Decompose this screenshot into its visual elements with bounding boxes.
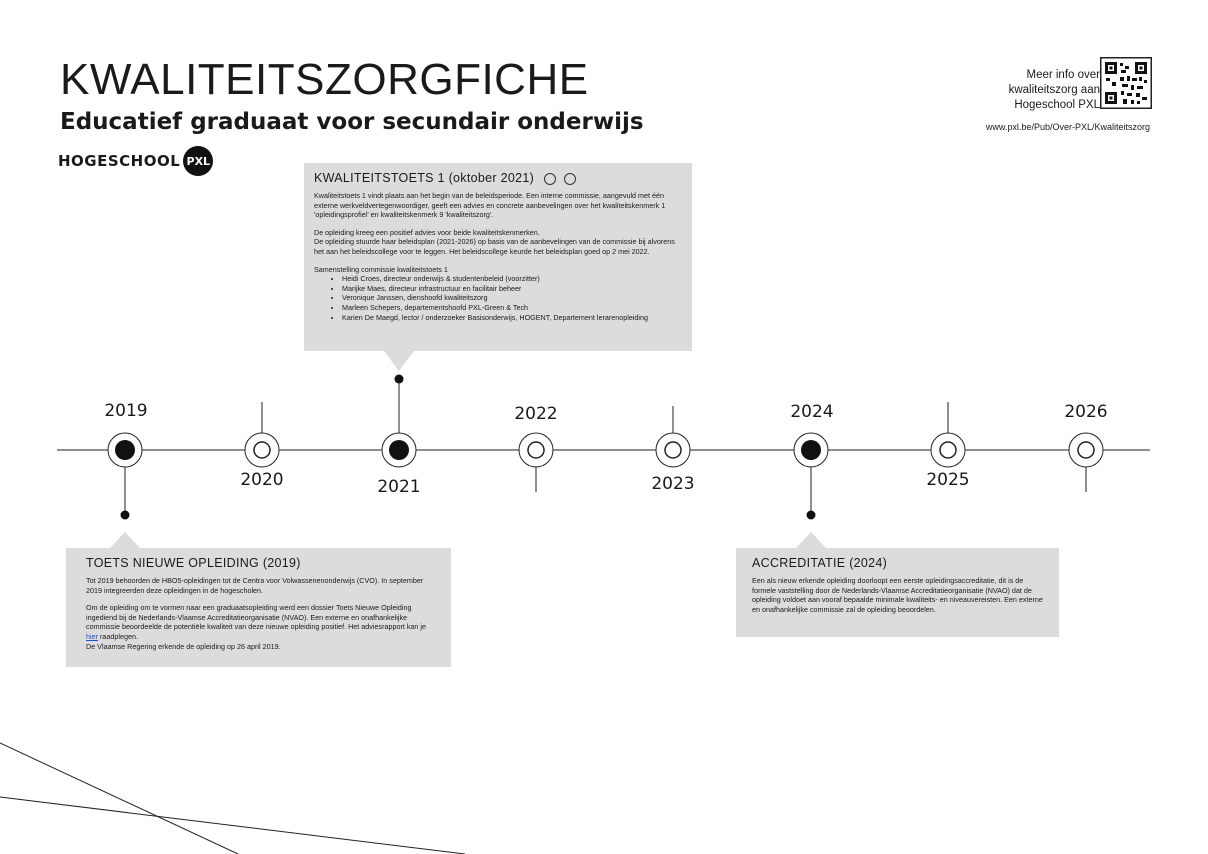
committee-list xyxy=(314,274,682,322)
badge-icon xyxy=(544,173,556,185)
more-info-line-2: kwaliteitszorg aan xyxy=(1008,84,1100,96)
list-item: • Veronique Janssen, dienshoofd kwaliteitszorg xyxy=(342,293,682,303)
milestone-dot-2024 xyxy=(801,440,821,460)
year-label-2026: 2026 xyxy=(1064,402,1108,422)
more-info-text xyxy=(900,68,1100,113)
badge-icon xyxy=(564,173,576,185)
callout-title: ACCREDITATIE (2024) xyxy=(752,556,888,570)
qr-code-icon[interactable] xyxy=(1100,57,1152,109)
milestone-dot-2025 xyxy=(940,442,956,458)
callout-pointer-kt1 xyxy=(384,351,414,371)
list-item: • Heidi Croes, directeur onderwijs & studentenbeleid (voorzitter) xyxy=(342,274,682,284)
callout-pointer-accr xyxy=(796,532,826,548)
decor-line-1 xyxy=(0,743,238,854)
list-item: • Marijke Maes, directeur infrastructuur en facilitair beheer xyxy=(342,284,682,294)
year-label-2020: 2020 xyxy=(240,470,284,490)
milestone-dot-2022 xyxy=(528,442,544,458)
logo-word: HOGESCHOOL xyxy=(58,152,181,170)
milestone-dot-2023 xyxy=(665,442,681,458)
callout-paragraph: De opleiding kreeg een positief advies voor beide kwaliteitskenmerken. xyxy=(314,227,540,237)
milestone-dot-2021 xyxy=(389,440,409,460)
year-label-2025: 2025 xyxy=(926,470,970,490)
adviesrapport-link[interactable]: hier xyxy=(86,631,98,641)
pxl-logo xyxy=(58,146,213,176)
year-label-2022: 2022 xyxy=(514,404,558,424)
callout-toets-nieuwe-opleiding xyxy=(66,548,451,667)
year-label-2019: 2019 xyxy=(104,401,148,421)
milestone-dot-2019 xyxy=(115,440,135,460)
callout-accreditatie xyxy=(736,548,1059,637)
decor-line-2 xyxy=(0,797,465,854)
milestone-dot-2026 xyxy=(1078,442,1094,458)
milestone-dot-2020 xyxy=(254,442,270,458)
callout-paragraph: De Vlaamse Regering erkende de opleiding op 26 april 2019. xyxy=(86,641,281,651)
callout-title: TOETS NIEUWE OPLEIDING (2019) xyxy=(86,556,301,570)
callout-paragraph: Kwaliteitstoets 1 vindt plaats aan het begin van de beleidsperiode. Een interne commissie, aangevuld met één externe werkveldvertegenwoordiger, geeft een advies en concrete aanbevelingen over het kwaliteitskenmerk 1 'opleidingsprofiel' en kwaliteitskenmerk 9 'kwaliteitszorg'. xyxy=(314,191,666,220)
more-info-line-3: Hogeschool PXL xyxy=(1014,99,1100,111)
dot-2021 xyxy=(395,375,404,384)
dot-2019 xyxy=(121,511,130,520)
callout-paragraph: Een als nieuw erkende opleiding doorloopt een eerste opleidingsaccreditatie, dit is de formele vaststelling door de Nederlands-Vlaamse Accreditatieorganisatie (NVAO) dat de opleiding voldoet aan vooraf bepaalde minimale kwaliteits- en niveauvereisten. Een externe en onafhankelijke commissie zal de opleiding beoordelen. xyxy=(752,576,1043,614)
year-label-2024: 2024 xyxy=(790,402,834,422)
callout-paragraph: Tot 2019 behoorden de HBO5-opleidingen tot de Centra voor Volwassenenonderwijs (CVO). In september 2019 integreerden deze opleidingen in de hogescholen. xyxy=(86,576,424,595)
page-title: KWALITEITSZORGFICHE xyxy=(60,55,589,104)
more-info-line-1: Meer info over xyxy=(1026,69,1100,81)
callout-paragraph: Om de opleiding om te vormen naar een graduaatsopleiding werd een dossier Toets Nieuwe Opleiding ingediend bij de Nederlands-Vlaamse Accreditatieorganisatie (NVAO). Een externe en onafhankelijke commissie beoordeelde de potentiële kwaliteit van deze nieuwe opleiding positief. Het adviesrapport kan je hier raadplegen. xyxy=(86,603,427,641)
committee-heading: Samenstelling commissie kwaliteitstoets 1 xyxy=(314,264,448,274)
callout-title: KWALITEITSTOETS 1 (oktober 2021) xyxy=(314,171,682,185)
info-url-link[interactable]: www.pxl.be/Pub/Over-PXL/Kwaliteitszorg xyxy=(985,122,1150,132)
list-item: • Marleen Schepers, departementshoofd PXL-Green & Tech xyxy=(342,303,682,313)
year-label-2023: 2023 xyxy=(651,474,695,494)
callout-paragraph: De opleiding stuurde haar beleidsplan (2021-2026) op basis van de aanbevelingen van de commissie bij alvorens het aan het beleidscollege voor te leggen. Het beleidscollege keurde het beleidsplan goed op 2 mei 2022. xyxy=(314,237,675,256)
year-label-2021: 2021 xyxy=(377,477,421,497)
list-item: • Karien De Maegd, lector / onderzoeker Basisonderwijs, HOGENT, Departement lerarenopleiding xyxy=(342,313,682,323)
page-subtitle: Educatief graduaat voor secundair onderwijs xyxy=(60,109,644,135)
dot-2024 xyxy=(807,511,816,520)
callout-kwaliteitstoets-1 xyxy=(304,163,692,351)
callout-pointer-toets xyxy=(110,532,140,548)
logo-badge: PXL xyxy=(183,146,213,176)
